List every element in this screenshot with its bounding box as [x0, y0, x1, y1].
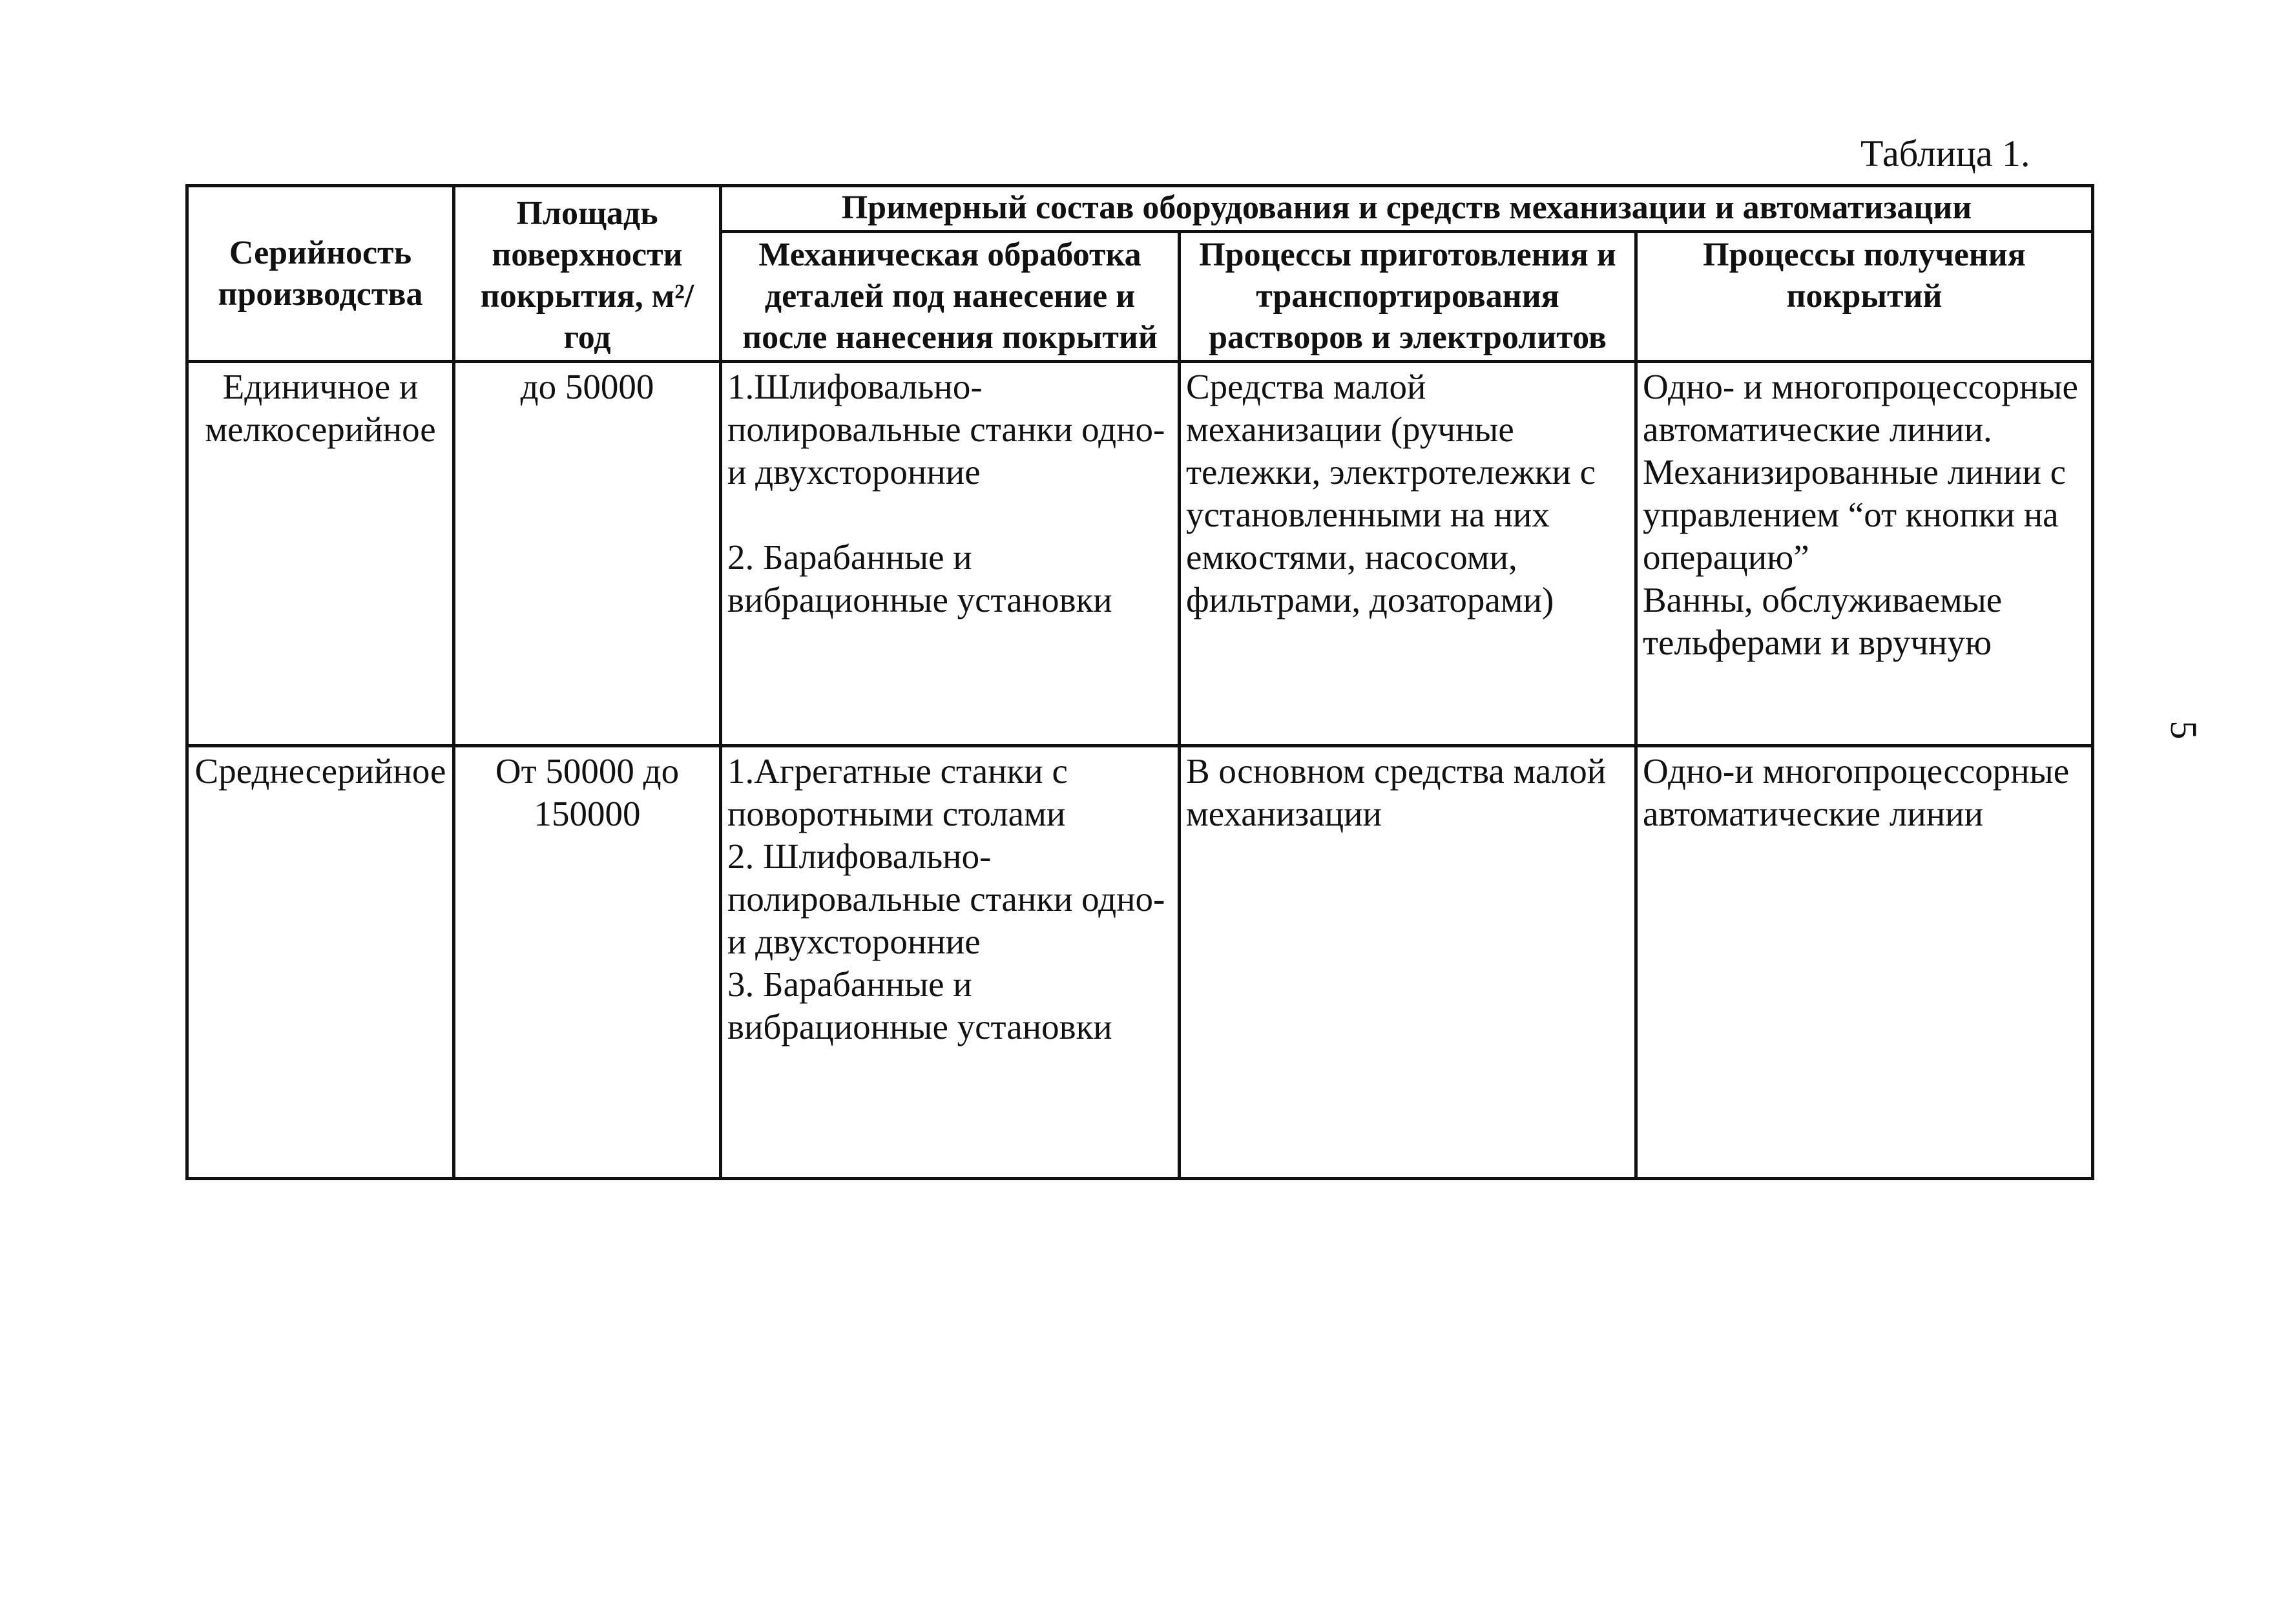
cell-seriality: Единичное и мелкосерийное [187, 362, 454, 746]
cell-area: до 50000 [454, 362, 721, 746]
mechanical-item: 2. Шлифовально-полировальные станки одно-и двухсторонние [727, 837, 1165, 961]
mechanical-item: 3. Барабанные и вибрационные установки [727, 964, 1112, 1046]
table-row [187, 746, 2093, 1179]
header-preparation: Процессы приготовления и транспортирования растворов и электролитов [1180, 232, 1636, 362]
cell-preparation: В основном средства малой механизации [1180, 746, 1636, 1179]
cell-area: От 50000 до 150000 [454, 746, 721, 1179]
header-seriality: Серийность производства [187, 186, 454, 362]
mechanical-item: 1.Шлифовально-полировальные станки одно- и двухсторонние [727, 367, 1165, 492]
cell-mechanical [721, 746, 1180, 1179]
group-header-row [187, 186, 2093, 232]
cell-seriality: Среднесерийное [187, 746, 454, 1179]
coating-item: Одно- и многопроцессорные автоматические линии. [1643, 367, 2078, 449]
header-mechanical: Механическая обработка деталей под нанесение и после нанесения покрытий [721, 232, 1180, 362]
table-row [187, 362, 2093, 746]
header-coating: Процессы получения покрытий [1636, 232, 2093, 362]
table-caption: Таблица 1. [1860, 132, 2030, 174]
cell-mechanical [721, 362, 1180, 746]
cell-coating [1636, 362, 2093, 746]
group-header: Примерный состав оборудования и средств механизации и автоматизации [721, 186, 2093, 232]
equipment-table [185, 184, 2094, 1180]
coating-item: Механизированные линии с управлением “от кнопки на операцию” [1643, 452, 2067, 577]
mechanical-item: 2. Барабанные и вибрационные установки [727, 537, 1112, 619]
cell-preparation: Средства малой механизации (ручные тележки, электротележки с установленными на них емкостями, насосоми, фильтрами, дозаторами) [1180, 362, 1636, 746]
mechanical-item: 1.Агрегатные станки с поворотными столами [727, 751, 1068, 833]
cell-coating [1636, 746, 2093, 1179]
header-area: Площадь поверхности покрытия, м²/год [454, 186, 721, 362]
coating-item: Одно-и многопроцессорные автоматические линии [1643, 751, 2070, 833]
page-number: 5 [2163, 720, 2205, 740]
coating-item: Ванны, обслуживаемые тельферами и вручную [1643, 580, 2003, 662]
